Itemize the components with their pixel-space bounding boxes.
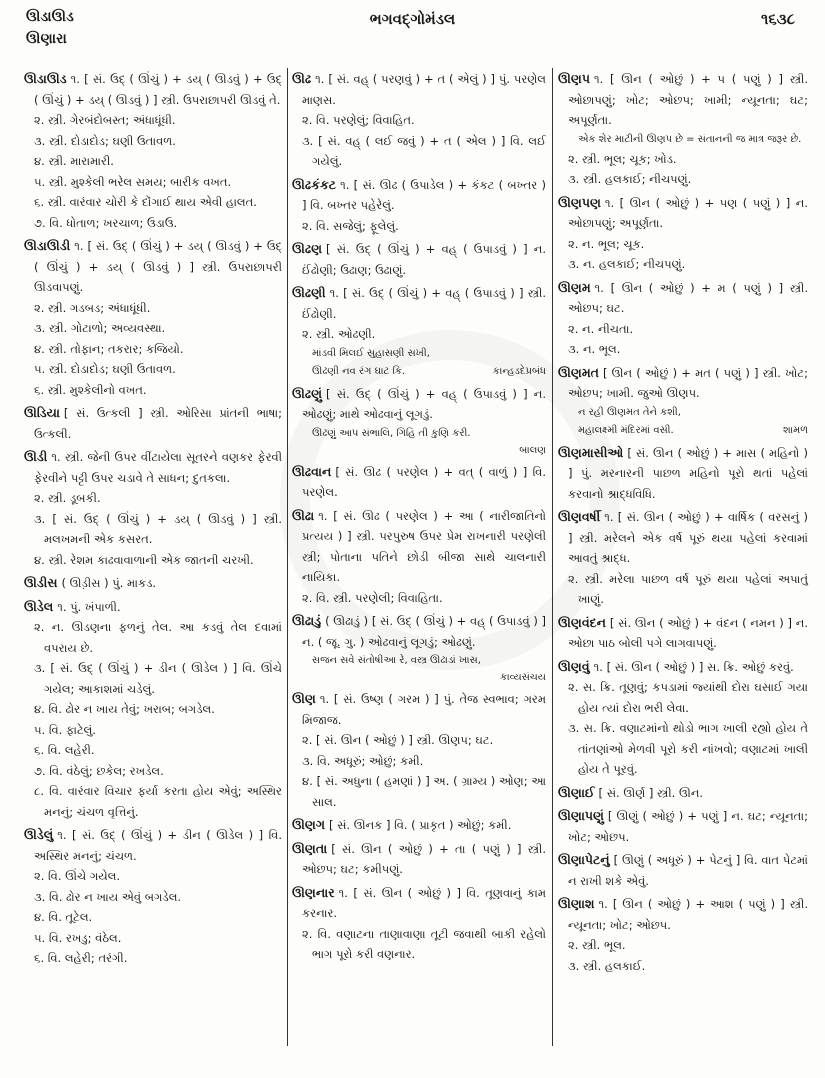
quotation-text: માંડવી મિલઈ સુહાસણી સખી, (312, 347, 430, 359)
dictionary-entry (292, 283, 546, 324)
entry-headword: ઊઢાડું (292, 613, 322, 628)
entry-definition: [ સં. ઊનક ] વિ. ( પ્રાકૃત ) ઓછું; કમી. (328, 818, 512, 832)
entry-headword: ઊણાઈ (558, 784, 595, 800)
entry-sense: ૨. ન. ઊડણના ફળનું તેલ. આ કડવું તેલ દવામાં વપરાય છે. (34, 620, 282, 655)
quotation-line (578, 422, 808, 440)
dictionary-entry (558, 657, 808, 678)
dictionary-entry (24, 69, 282, 110)
entry-sense: ૨. વિ. પરણેલું; વિવાહિત. (302, 113, 415, 127)
entry-sense: ૨. સ્ત્રી. ભૂલ; ચૂક; ખોડ. (568, 151, 677, 166)
dictionary-entry (24, 597, 282, 618)
entry-sense: ૩. સ્ત્રી. હલકાઈ. (568, 958, 646, 973)
entry-sense: ૨. [ સં. ઊન ( ઓછું ) ] સ્ત્રી. ઊણપ; ઘટ. (302, 733, 494, 747)
quotation-text: મહાલક્ષ્મી મંદિરમાં વસી. (578, 424, 674, 436)
dictionary-entry (24, 403, 282, 444)
entry-definition: ૧. [ ઊન ( ઓછું ) + આશ ( પણું ) ] સ્ત્રી. ન્યૂનતા; ખોટ; ઓછપ. (568, 897, 808, 932)
column-2 (292, 66, 546, 965)
entry-sense: ૬. સ્ત્રી. મુશ્કેલીનો વખત. (34, 382, 147, 397)
entry-headword: ઊણવું (558, 658, 590, 674)
entry-sense: ૨. ન. ભૂલ; ચૂક. (568, 236, 645, 251)
entry-headword: ઊણ (292, 691, 316, 706)
column-3 (558, 66, 808, 976)
dictionary-entry (24, 236, 282, 298)
entry-sense: ૬. વિ. લહેરી; તરંગી. (34, 951, 128, 965)
dictionary-entry (558, 806, 808, 847)
entry-sense: ૨. સ્ત્રી. ગેરબંદોબસ્ત; અંધાધૂંધી. (34, 113, 176, 127)
entry-sense: ૩. સ્ત્રી. હલકાઈ; નીચપણું. (568, 172, 692, 186)
quotation-text: ન રહી ઊણમત તેને કશી, (578, 406, 681, 418)
entry-definition: ૧. [ ઊન ( ઓછું ) + મ ( પણું ) ] સ્ત્રી. ઓછપ; ઘટ. (568, 280, 808, 315)
entry-headword: ઊણાપણું (558, 808, 604, 823)
entry-sense: ૨. સ્ત્રી. મરેલા પાછળ વર્ષ પૂરું થયા પહેલાં અપાતું ખાણું. (568, 571, 808, 606)
dictionary-entry (558, 363, 808, 404)
quotation-line (578, 131, 808, 149)
dictionary-entry (558, 894, 808, 935)
entry-headword: ઊણમાસીઓ (558, 444, 624, 460)
entry-sense: ૪. સ્ત્રી. તોફાન; તકરાર; કજિયો. (34, 341, 184, 356)
entry-definition: ૧. [ સં. ઉષ્ણ ( ગરમ ) ] પું. તેજ સ્વભાવ; ગરમ મિજાજ. (302, 692, 546, 727)
quotation-text: એક શેર માટીની ઊણપ છે = સંતાનની જ માત્ર જરૂર છે. (578, 133, 802, 145)
dictionary-entry (292, 69, 546, 110)
entry-headword: ઊણમત (558, 364, 599, 380)
entry-headword: ઊડાઊડ (24, 71, 67, 86)
entry-sense: ૨. ન. નીચતા. (568, 321, 634, 336)
entry-sense: ૭. વિ. ધોતાળ; ખરચાળ; ઉડાઉ. (34, 215, 178, 230)
entry-sense: ૩. વિ. ઢોર ન ખાય એવું બગડેલ. (34, 889, 182, 904)
entry-headword: ઊણમ (558, 279, 591, 295)
entry-sense: ૮. વિ. વારંવાર વિચાર ફર્યા કરતા હોય એવું; અસ્થિર મનનું; ચંચળ વૃત્તિનું. (34, 784, 282, 819)
entry-headword: ઊણવંદન (558, 614, 606, 630)
entry-definition: [ સં. ઉત્કલી ] સ્ત્રી. ઓરિસા પ્રાંતની ભાષા; ઉત્કલી. (34, 406, 282, 441)
entry-sense: ૨. સ્ત્રી. ભૂલ. (568, 938, 626, 952)
entry-sense: ૩. [ સં. વહ્ ( લઈ જવું ) + ત ( એલ ) ] વિ. લઈ ગયેલું. (302, 133, 546, 168)
entry-sense: ૨. વિ. વણાટના તાણાવાણા તૂટી જવાથી બાકી રહેલો ભાગ પૂરો કરી વણનાર. (302, 926, 546, 961)
entry-sense: ૪. વિ. તૂટેલ. (34, 910, 93, 924)
entry-definition: ૧. [ સં. વહ્ ( પરણવું ) + ત ( એલું ) ] પું. પરણેલ માણસ. (302, 72, 546, 107)
entry-headword: ઊડાઊડી (24, 238, 71, 253)
dictionary-entry (558, 850, 808, 891)
entry-headword: ઊણાશ (558, 896, 595, 911)
entry-definition: [ સં. ઊન ( ઓછું ) + તા ( પણું ) ] સ્ત્રી. ઓછપ; ઘટ; કમીપણું. (302, 841, 546, 876)
entry-sense: ૩. ન. હલકાઈ; નીચપણું. (568, 257, 686, 271)
entry-headword: ઊડિયા (24, 405, 60, 420)
page-number: ૧૬૩૮ (761, 10, 795, 28)
entry-definition: ૧. [ સં. ઊન ( ઓછું ) + વાર્ષિક ( વરસનું ) ] સ્ત્રી. મરેલને એક વર્ષ પૂરું થયા પહેલાં કરવામાં આવતું શ્રાદ્ધ. (568, 510, 808, 565)
entry-sense: ૨. વિ. ઊંચે ગયેલ. (34, 869, 121, 883)
entry-headword: ઊડેલ (24, 598, 54, 614)
entry-sense: ૩. સ. ક્રિ. વણાટમાંનો થોડો ભાગ ખાલી રહ્યો હોય તે તાંતણાંઓ મેળવી પૂરો કરી નાંખવો; વણાટમાં ખાલી હોય તે પૂરવું. (568, 721, 808, 776)
dictionary-entry (558, 193, 808, 234)
entry-definition: ૧. [ સં. ઊન ( ઓછું ) ] વિ. તૂણવાનું કામ કરનાર. (302, 885, 546, 920)
entry-headword: ઊઢણ (292, 241, 323, 256)
entry-definition: ૧. [ ઊન ( ઓછું ) + પ ( પણું ) ] સ્ત્રી. ઓછાપણું; ખોટ; ઓછપ; ખામી; ન્યૂનતા; ઘટ; અપૂર્ણતા. (568, 72, 808, 127)
entry-definition: ( ઊઢાડું ) [ સં. ઉદ્ ( ઊંચું ) + વહ્ ( ઉપાડવું ) ] ન. ( જૂ. ગુ. ) ઓઢવાનું લૂગડું; ઓઢણું. (302, 614, 546, 649)
entry-headword: ઊઢવાન (292, 463, 332, 479)
entry-headword: ઊઢા (292, 507, 315, 523)
dictionary-entry (558, 613, 808, 654)
dictionary-entry (292, 883, 546, 924)
dictionary-entry (292, 506, 546, 588)
entry-sense: ૩. [ સં. ઉદ્ ( ઊંચું ) + ડય્ ( ઊડવું ) ] સ્ત્રી. મલખમની એક કસરત. (34, 511, 282, 546)
entry-definition: [ ઊણું ( અધૂરું ) + પેટનું ] વિ. વાત પેટમાં ન રાખી શકે એવું. (568, 853, 808, 888)
column-1 (24, 66, 282, 969)
entry-definition: ૧. [ સં. ઊઢ ( ઉપાડેલ ) + કંકટ ( બખ્તર ) ] વિ. બખ્તર પહેરેલું. (302, 177, 546, 212)
entry-definition: ૧. [ સં. ઉદ્ ( ઊંચું ) + ડય્ ( ઊડવું ) + ઉદ્ ( ઊંચું ) + ડય્ ( ઊડવું ) ] સ્ત્રી. ઉપરાછાપરી ઊડવું તે. (34, 72, 282, 107)
page-title: ભગવદ્ગોમંડલ (369, 10, 456, 28)
entry-sense: ૩. વિ. અધૂરું; ઓછું; કમી. (302, 753, 424, 768)
entry-definition: ૧. [ સં. ઉદ્ ( ઊંચું ) + ડય્ ( ઊડવું ) + ઉદ્ ( ઊંચું ) + ડય્ ( ઊડવું ) ] સ્ત્રી. ઉપરાછાપરી ઊડવાપણું. (34, 239, 282, 294)
entry-definition: ૧. [ સં. ઊઢ ( પરણેલ ) + આ ( નારીજાતિનો પ્રત્યય ) ] સ્ત્રી. પરપુરુષ ઉપર પ્રેમ રાખનારી પરણેલી સ્ત્રી; પોતાના પતિને છોડી બીજા સાથે ચાલનારી નાયિકા. (302, 508, 546, 584)
entry-sense: ૨. સ. ક્રિ. તૂણવું; કપડામાં જ્યાંથી દોરા ઘસાઈ ગયા હોય ત્યાં દોરા ભરી લેવા. (568, 680, 808, 715)
entry-sense: ૨. સ્ત્રી. ઓઢણી. (302, 327, 376, 341)
quotation-source: કાવ્યસંચય (500, 672, 546, 683)
entry-definition: ૧. [ ઊન ( ઓછું ) + પણ ( પણું ) ] ન. ઓછાપણું; અપૂર્ણતા. (568, 195, 808, 230)
quotation-text: ઊઢણું આપ સંભાલિ, ગિહિ તી કુણિ કરી. (312, 427, 471, 439)
entry-sense: ૪. વિ. ઢોર ન ખાય તેવું; ખરાબ; બગડેલ. (34, 702, 215, 716)
quotation-line (578, 404, 808, 422)
entry-sense: ૫. વિ. રખડુ; વંઠેલ. (34, 930, 122, 945)
entry-headword: ઊણાપેટનું (558, 852, 610, 867)
entry-headword: ઊણનાર (292, 884, 335, 900)
guide-word-first: ઊડાઊડ (26, 9, 74, 25)
dictionary-entry (558, 278, 808, 319)
entry-headword: ઊઢ (292, 71, 312, 86)
quotation-source: બાલણ (519, 444, 546, 456)
entry-sense: ૨. સ્ત્રી. ડૂબકી. (34, 491, 101, 505)
entry-definition: ૧. પું. ખંપાળી. (57, 599, 121, 614)
entry-headword: ઊઢણી (292, 285, 326, 300)
entry-definition: [ ઊણું ( ઓછું ) + પણું ] ન. ઘટ; ન્યૂનતા; ખોટ; ઓછપ. (568, 809, 808, 844)
entry-headword: ઊડીસ (24, 575, 58, 590)
dictionary-entry (292, 839, 546, 880)
entry-sense: ૫. વિ. ફાટેલું. (34, 722, 97, 737)
dictionary-entry (24, 825, 282, 866)
entry-sense: ૨. વિ. સજેલું; ફૂલેલું. (302, 218, 399, 233)
entry-definition: ૧. [ સં. ઉદ્ ( ઊંચું ) + ડીન ( ઊડેલ ) ] વિ. અસ્થિર મનનું; ચંચળ. (34, 828, 282, 863)
entry-sense: ૬. સ્ત્રી. વારંવાર ચોરી કે દોંગાઈ થાય એવી હાલત. (34, 195, 257, 209)
entry-definition: ૧. સ્ત્રી. જેની ઉપર વીંટાયેલા સૂતરને વણકર ફેરવી ફેરવીને પટ્ટી ઉપર ચડાવે તે સાધન; દુતકલા. (34, 450, 282, 485)
entry-headword: ઊણગ (292, 817, 325, 832)
dictionary-entry (558, 443, 808, 505)
entry-definition: ( ઊડ઼ીસ ) પું. માકડ. (61, 576, 157, 590)
quotation-line (312, 652, 546, 670)
dictionary-entry (292, 384, 546, 425)
entry-definition: ૧. [ સં. ઉદ્ ( ઊંચું ) + વહ્ ( ઉપાડવું ) ] સ્ત્રી. ઈંઢોણી. (302, 286, 546, 321)
dictionary-entry (292, 239, 546, 280)
dictionary-entry (558, 783, 808, 804)
entry-definition: [ સં. ઉદ્ ( ઊંચું ) + વહ્ ( ઉપાડવું ) ] ન. ઈંઢોણી; ઉઢાણ; ઉઢાણું. (302, 242, 546, 277)
entry-sense: ૨. સ્ત્રી. ગડબડ; અંધાધૂંધી. (34, 300, 151, 315)
entry-definition: [ ઊન ( ઓછું ) + મત ( પણું ) ] સ્ત્રી. ખોટ; ઓછપ; ખામી. જુઓ ઊણપ. (568, 365, 808, 400)
dictionary-entry (292, 175, 546, 216)
quotation-line (312, 363, 546, 381)
entry-headword: ઊણતા (292, 840, 328, 856)
entry-sense: ૩. સ્ત્રી. દોડાદોડ; ઘણી ઉતાવળ. (34, 133, 176, 148)
entry-sense: ૫. સ્ત્રી. મુશ્કેલી ભરેલ સમય; બારીક વખત. (34, 174, 232, 189)
dictionary-entry (292, 611, 546, 652)
entry-definition: ૧. [ સં. ઊન ( ઓછું ) ] સ. ક્રિ. ઓછું કરવું. (593, 659, 794, 674)
entry-headword: ઊડેલું (24, 827, 54, 842)
dictionary-entry (558, 69, 808, 131)
quotation-source: કાન્હડદેપ્રબંધ (492, 365, 546, 377)
quotation-line (312, 425, 546, 443)
entry-definition: [ સં. ઊઢ ( પરણેલ ) + વત્ ( વાળું ) ] વિ. પરણેલ. (302, 464, 546, 499)
quotation-source: શામળ (782, 424, 808, 436)
dictionary-entry (292, 815, 546, 836)
entry-definition: [ સં. ઉદ્ ( ઊંચું ) + વહ્ ( ઉપાડવું ) ] ન. ઓઢણું; માથે ઓઢવાનું લૂગડું. (302, 386, 546, 421)
dictionary-entry (24, 573, 282, 594)
dictionary-entry (292, 689, 546, 730)
quotation-text: ઊઢણી નવ રંગ ઘાટ કિ. (312, 365, 406, 377)
column-divider (287, 68, 288, 1046)
dictionary-entry (558, 507, 808, 569)
entry-sense: ૨. વિ. સ્ત્રી. પરણેલી; વિવાહિતા. (302, 590, 443, 605)
column-divider (552, 68, 553, 1046)
entry-sense: ૪. સ્ત્રી. મારામારી. (34, 154, 114, 168)
entry-definition: [ સં. ઊન ( ઓછું ) + વંદન ( નમન ) ] ન. ઓછા પાઠ બોલી પગે લાગવાપણું. (568, 615, 808, 650)
entry-sense: ૩. [ સં. ઉદ્ ( ઊંચું ) + ડીન ( ઊડેલ ) ] વિ. ઊંચે ગયેલ; આકાશમાં ચડેલું. (34, 661, 282, 696)
entry-definition: [ સં. ઊર્ણ ] સ્ત્રી. ઊન. (598, 785, 704, 800)
guide-word-last: ઊણારા (26, 31, 67, 47)
entry-sense: ૪. [ સં. અધુના ( હમણાં ) ] અ. ( ગ્રામ્ય ) ઓણ; આ સાલ. (302, 774, 546, 809)
entry-sense: ૬. વિ. લહેરી. (34, 743, 95, 757)
entry-sense: ૩. સ્ત્રી. ગોટાળો; અવ્યવસ્થા. (34, 321, 166, 335)
entry-headword: ઊઢકંકટ (292, 176, 337, 192)
quotation-text: સજન સવે સંતોષીઆ રે, વસ્ત્ર ઊઢાડાં ખાસ, (312, 655, 481, 666)
quotation-line (312, 345, 546, 363)
entry-headword: ઊઢણું (292, 385, 323, 401)
dictionary-entry (24, 447, 282, 488)
entry-sense: ૪. સ્ત્રી. રેશમ કાઢવાવાળાની એક જાતની ચરખી. (34, 552, 254, 567)
dictionary-entry (292, 462, 546, 503)
entry-headword: ઊડી (24, 449, 48, 464)
entry-headword: ઊણપણ (558, 194, 601, 210)
entry-definition: [ સં. ઊન ( ઓછું ) + માસ ( મહિનો ) ] પું. મરનારની પાછળ મહિનો પૂરો થતાં પહેલાં કરવાનો શ્રાદ્ધવિધિ. (568, 445, 808, 501)
entry-headword: ઊણપ (558, 71, 590, 86)
entry-headword: ઊણવર્ષી (558, 509, 601, 524)
entry-sense: ૭. વિ. વંઠેલું; છકેલ; રખડેલ. (34, 763, 164, 778)
entry-sense: ૫. સ્ત્રી. દોડાદોડ; ઘણી ઉતાવળ. (34, 362, 176, 376)
entry-sense: ૩. ન. ભૂલ. (568, 342, 621, 356)
